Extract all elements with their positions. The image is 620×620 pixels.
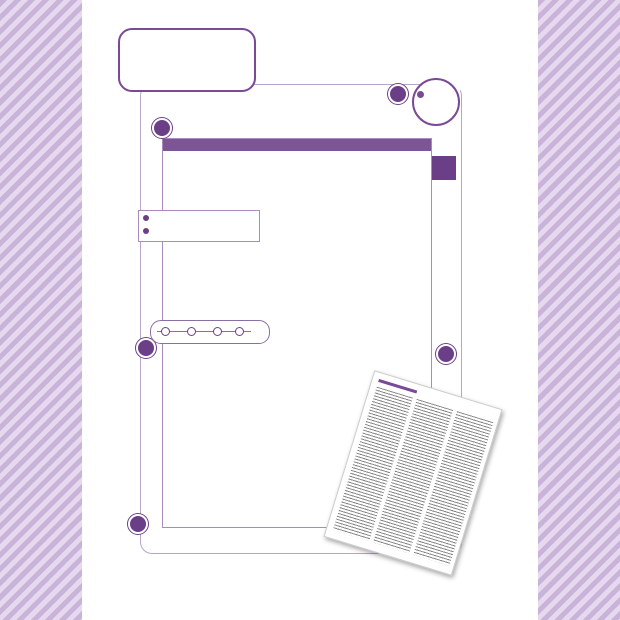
progress-mark-1	[161, 327, 170, 336]
dj-icon	[143, 228, 149, 234]
ribbon-badge	[412, 78, 460, 126]
right-stripe-border	[538, 0, 620, 620]
callout-2	[436, 344, 456, 364]
sidebar-chapter-number	[432, 156, 456, 180]
callout-1	[152, 118, 172, 138]
table-header	[163, 139, 431, 151]
left-stripe-border	[0, 0, 82, 620]
progress-mark-3	[213, 327, 222, 336]
progress-mark-4	[235, 327, 244, 336]
kk-legend-dj	[143, 228, 152, 235]
callout-5	[128, 514, 148, 534]
callout-3	[388, 84, 408, 104]
title-box	[118, 28, 256, 92]
kk-legend-kk	[143, 215, 152, 222]
kk-icon	[143, 215, 149, 221]
audio-disk-icon	[417, 91, 424, 98]
kk-legend-box	[138, 210, 260, 242]
progress-legend	[150, 320, 270, 344]
progress-mark-2	[187, 327, 196, 336]
